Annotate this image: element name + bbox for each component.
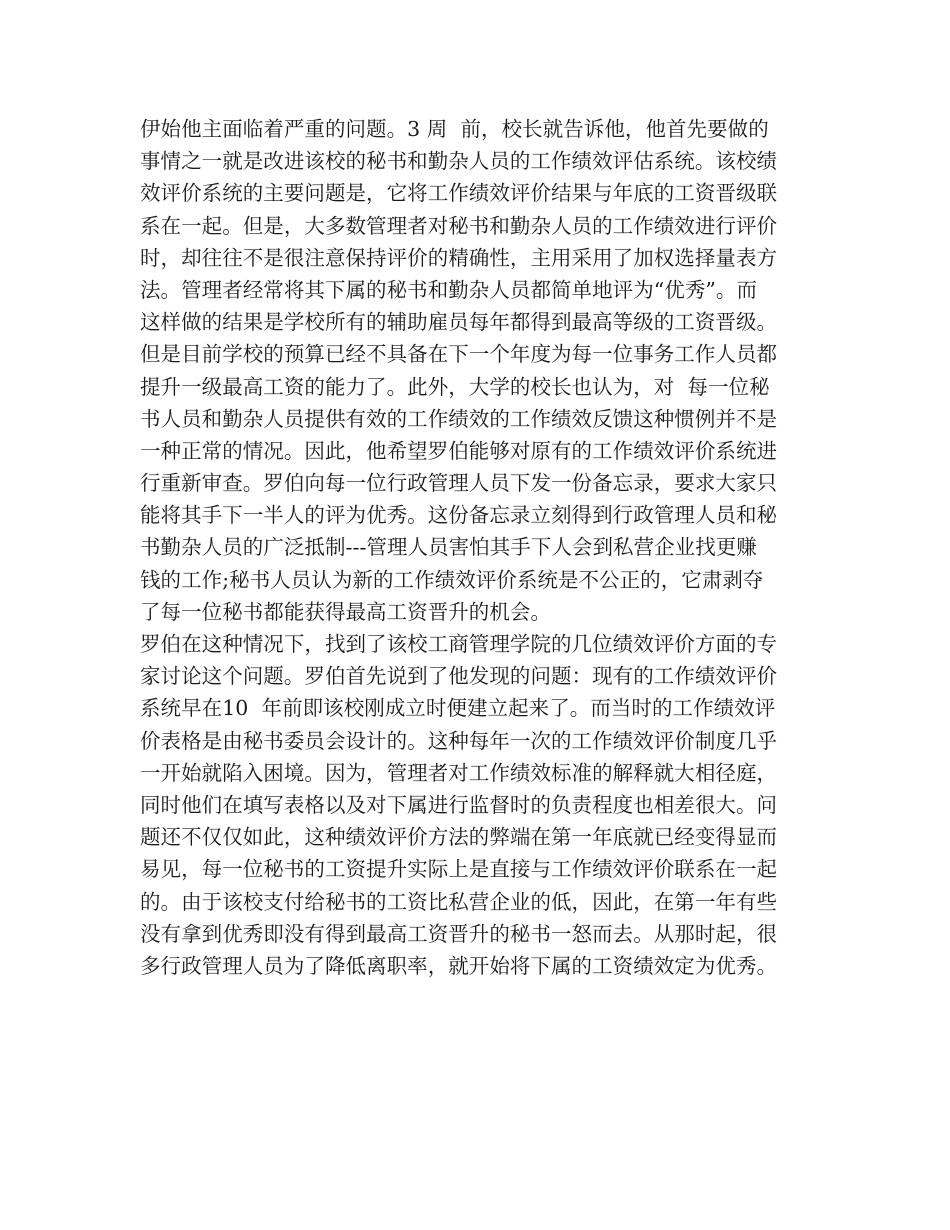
text-line: 这样做的结果是学校所有的辅助雇员每年都得到最高等级的工资晋级。 [140, 310, 778, 335]
text-line: 一开始就陷入困境。因为，管理者对工作绩效标准的解释就大相径庭， [140, 760, 778, 785]
text-line: 时，却往往不是很注意保持评价的精确性，主用采用了加权选择量表方 [140, 245, 778, 270]
text-line: 系统早在10 年前即该校刚成立时便建立起来了。而当时的工作绩效评 [140, 696, 776, 721]
text-line: 钱的工作;秘书人员认为新的工作绩效评价系统是不公正的，它肃剥夺 [140, 567, 764, 592]
text-line: 法。管理者经常将其下属的秘书和勤杂人员都简单地评为“优秀”。而 [140, 277, 758, 302]
text-line: 但是目前学校的预算已经不具备在下一个年度为每一位事务工作人员都 [140, 342, 778, 367]
text-line: 了每一位秘书都能获得最高工资晋升的机会。 [140, 599, 551, 624]
text-line: 书人员和勤杂人员提供有效的工作绩效的工作绩效反馈这种惯例并不是 [140, 406, 778, 431]
text-line: 罗伯在这种情况下，找到了该校工商管理学院的几位绩效评价方面的专 [140, 632, 778, 656]
text-line: 易见，每一位秘书的工资提升实际上是直接与工作绩效评价联系在一起 [140, 857, 778, 882]
text-line: 伊始他主面临着严重的问题。3 周 前，校长就告诉他，他首先要做的 [140, 117, 769, 141]
text-line: 事情之一就是改进该校的秘书和勤杂人员的工作绩效评估系统。该校绩 [140, 149, 778, 174]
text-line: 提升一级最高工资的能力了。此外，大学的校长也认为，对 每一位秘 [140, 374, 770, 399]
text-line: 书勤杂人员的广泛抵制---管理人员害怕其手下人会到私营企业找更赚 [140, 535, 757, 560]
text-line: 一种正常的情况。因此，他希望罗伯能够对原有的工作绩效评价系统进 [140, 438, 778, 463]
text-line: 价表格是由秘书委员会设计的。这种每年一次的工作绩效评价制度几乎 [140, 728, 778, 753]
text-line: 系在一起。但是，大多数管理者对秘书和勤杂人员的工作绩效进行评价 [140, 213, 778, 238]
text-line: 行重新审查。罗伯向每一位行政管理人员下发一份备忘录，要求大家只 [140, 471, 778, 496]
text-line: 的。由于该校支付给秘书的工资比私营企业的低，因此，在第一年有些 [140, 889, 778, 914]
document-body [140, 113, 816, 982]
text-line: 多行政管理人员为了降低离职率，就开始将下属的工资绩效定为优秀。 [140, 953, 778, 978]
text-line: 同时他们在填写表格以及对下属进行监督时的负责程度也相差很大。问 [140, 792, 778, 817]
text-line: 题还不仅仅如此，这种绩效评价方法的弊端在第一年底就已经变得显而 [140, 825, 778, 850]
text-line: 家讨论这个问题。罗伯首先说到了他发现的问题：现有的工作绩效评价 [140, 664, 778, 689]
text-line: 效评价系统的主要问题是，它将工作绩效评价结果与年底的工资晋级联 [140, 181, 778, 206]
text-line: 能将其手下一半人的评为优秀。这份备忘录立刻得到行政管理人员和秘 [140, 503, 778, 528]
text-line: 没有拿到优秀即没有得到最高工资晋升的秘书一怒而去。从那时起，很 [140, 921, 778, 946]
